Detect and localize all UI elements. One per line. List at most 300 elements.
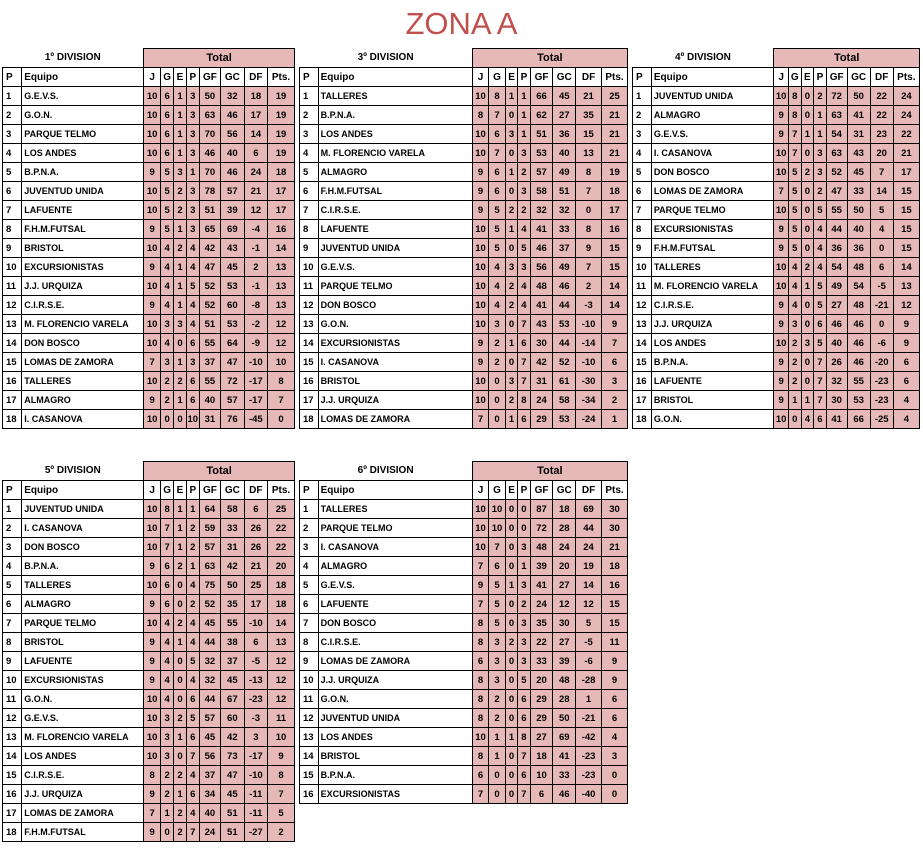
won-cell: 0 [489, 785, 506, 804]
goals-for-cell: 54 [826, 258, 847, 277]
played-cell: 10 [774, 410, 789, 429]
won-cell: 6 [489, 125, 506, 144]
goals-against-cell: 52 [553, 353, 576, 372]
goal-diff-cell: -21 [576, 709, 602, 728]
lost-cell: 10 [186, 410, 199, 429]
points-cell: 7 [601, 334, 627, 353]
played-cell: 9 [144, 633, 161, 652]
points-cell: 4 [893, 391, 919, 410]
goals-against-cell: 72 [221, 372, 245, 391]
played-cell: 8 [472, 106, 489, 125]
table-row [300, 766, 628, 785]
table-row [300, 410, 628, 429]
lost-cell: 5 [518, 239, 530, 258]
drawn-cell: 2 [801, 258, 814, 277]
played-cell: 8 [472, 690, 489, 709]
drawn-cell: 0 [801, 353, 814, 372]
goals-for-cell: 41 [530, 220, 553, 239]
won-cell: 4 [161, 277, 174, 296]
team-name: PARQUE TELMO [22, 125, 144, 144]
drawn-cell: 1 [174, 106, 187, 125]
table-row [3, 391, 295, 410]
goals-against-cell: 53 [221, 315, 245, 334]
position-cell: 16 [3, 785, 22, 804]
goals-against-cell: 41 [553, 747, 576, 766]
goal-diff-cell: -23 [870, 372, 893, 391]
played-cell: 9 [144, 652, 161, 671]
goals-for-cell: 57 [199, 709, 220, 728]
drawn-cell: 0 [801, 182, 814, 201]
goals-against-header: GC [553, 68, 576, 87]
table-row [300, 690, 628, 709]
goals-against-cell: 67 [221, 690, 245, 709]
played-cell: 10 [144, 201, 161, 220]
goals-for-cell: 46 [826, 315, 847, 334]
goals-against-cell: 44 [553, 296, 576, 315]
lost-cell: 5 [814, 277, 827, 296]
won-cell: 1 [161, 804, 174, 823]
goals-for-cell: 48 [530, 538, 553, 557]
lost-cell: 1 [518, 557, 530, 576]
drawn-cell: 0 [174, 671, 187, 690]
lost-cell: 5 [518, 671, 530, 690]
position-cell: 13 [3, 728, 22, 747]
table-row [633, 163, 920, 182]
won-cell: 3 [489, 633, 506, 652]
goals-against-cell: 20 [553, 557, 576, 576]
won-cell: 5 [789, 182, 802, 201]
goals-for-cell: 18 [530, 747, 553, 766]
won-header: G [161, 481, 174, 500]
goals-against-cell: 38 [221, 633, 245, 652]
drawn-cell: 2 [174, 804, 187, 823]
table-row [3, 576, 295, 595]
position-cell: 17 [3, 804, 22, 823]
team-name: EXCURSIONISTAS [651, 220, 774, 239]
table-row [633, 391, 920, 410]
table-row [3, 353, 295, 372]
drawn-cell: 2 [505, 633, 517, 652]
position-cell: 11 [633, 277, 652, 296]
table-row [300, 87, 628, 106]
position-cell: 4 [3, 144, 22, 163]
position-cell: 14 [3, 334, 22, 353]
won-cell: 0 [789, 410, 802, 429]
table-row [3, 557, 295, 576]
goals-for-header: GF [826, 68, 847, 87]
played-cell: 10 [774, 144, 789, 163]
goal-diff-cell: -45 [244, 410, 268, 429]
position-cell: 4 [300, 557, 319, 576]
won-cell: 2 [489, 709, 506, 728]
won-cell: 4 [789, 277, 802, 296]
played-cell: 9 [144, 557, 161, 576]
goals-against-header: GC [847, 68, 870, 87]
points-cell: 30 [601, 519, 627, 538]
table-row [633, 258, 920, 277]
team-name: TALLERES [22, 576, 144, 595]
drawn-cell: 2 [174, 823, 187, 842]
played-cell: 10 [472, 315, 489, 334]
won-cell: 8 [489, 87, 506, 106]
goals-against-cell: 41 [847, 106, 870, 125]
won-cell: 6 [489, 163, 506, 182]
goals-against-cell: 56 [221, 125, 245, 144]
team-name: J.J. URQUIZA [22, 277, 144, 296]
won-cell: 0 [489, 372, 506, 391]
points-cell: 22 [268, 519, 295, 538]
table-row [3, 163, 295, 182]
position-cell: 7 [300, 614, 319, 633]
won-cell: 8 [789, 87, 802, 106]
won-cell: 2 [789, 353, 802, 372]
table-row [3, 633, 295, 652]
goals-for-cell: 37 [199, 766, 220, 785]
points-cell: 12 [268, 315, 295, 334]
goal-diff-cell: 35 [576, 106, 602, 125]
team-name: LAFUENTE [318, 220, 472, 239]
goal-diff-cell: 12 [576, 595, 602, 614]
team-name: JUVENTUD UNIDA [22, 182, 144, 201]
drawn-header: E [174, 481, 187, 500]
lost-cell: 2 [186, 595, 199, 614]
goals-for-cell: 55 [826, 201, 847, 220]
goals-for-cell: 32 [826, 372, 847, 391]
position-cell: 8 [300, 633, 319, 652]
goal-diff-cell: -10 [244, 353, 268, 372]
goals-against-cell: 55 [221, 614, 245, 633]
table-row [300, 277, 628, 296]
goals-for-cell: 29 [530, 709, 553, 728]
points-cell: 21 [893, 144, 919, 163]
team-name: J.J. URQUIZA [22, 785, 144, 804]
goal-diff-cell: -34 [576, 391, 602, 410]
table-row [633, 220, 920, 239]
team-name: LAFUENTE [22, 201, 144, 220]
lost-cell: 1 [186, 557, 199, 576]
drawn-cell: 0 [505, 614, 517, 633]
goals-against-cell: 43 [221, 239, 245, 258]
division-table-4 [632, 48, 920, 429]
team-name: F.H.M.FUTSAL [22, 220, 144, 239]
points-cell: 13 [268, 258, 295, 277]
goals-against-cell: 44 [553, 334, 576, 353]
position-cell: 5 [300, 576, 319, 595]
goals-against-cell: 51 [553, 182, 576, 201]
points-header: Pts. [268, 481, 295, 500]
drawn-cell: 0 [505, 747, 517, 766]
goals-for-cell: 63 [826, 144, 847, 163]
points-cell: 19 [268, 144, 295, 163]
lost-cell: 0 [518, 519, 530, 538]
points-cell: 18 [268, 595, 295, 614]
points-cell: 14 [601, 277, 627, 296]
position-cell: 4 [300, 144, 319, 163]
drawn-cell: 2 [174, 372, 187, 391]
lost-cell: 6 [518, 766, 530, 785]
goal-diff-cell: 14 [870, 182, 893, 201]
goals-for-cell: 29 [530, 410, 553, 429]
won-cell: 0 [489, 766, 506, 785]
goals-against-header: GC [553, 481, 576, 500]
points-cell: 4 [893, 410, 919, 429]
goal-diff-cell: 2 [244, 258, 268, 277]
goal-diff-cell: -1 [244, 277, 268, 296]
points-cell: 15 [893, 239, 919, 258]
goal-diff-cell: 1 [576, 690, 602, 709]
team-name: JUVENTUD UNIDA [651, 87, 774, 106]
position-cell: 11 [3, 690, 22, 709]
points-cell: 15 [601, 614, 627, 633]
goals-for-cell: 29 [530, 690, 553, 709]
drawn-cell: 1 [505, 334, 517, 353]
goal-diff-cell: 24 [576, 538, 602, 557]
goals-for-cell: 62 [530, 106, 553, 125]
played-cell: 9 [774, 296, 789, 315]
total-header: Total [144, 49, 295, 68]
team-name: F.H.M.FUTSAL [22, 823, 144, 842]
team-name: G.E.V.S. [22, 709, 144, 728]
goals-against-cell: 32 [221, 87, 245, 106]
lost-cell: 4 [186, 315, 199, 334]
lost-header: P [518, 68, 530, 87]
drawn-cell: 0 [801, 220, 814, 239]
won-cell: 0 [161, 410, 174, 429]
goals-for-cell: 52 [199, 277, 220, 296]
won-cell: 7 [789, 125, 802, 144]
played-cell: 8 [472, 614, 489, 633]
table-row [300, 652, 628, 671]
position-cell: 14 [300, 747, 319, 766]
goal-diff-cell: 25 [244, 576, 268, 595]
played-cell: 10 [472, 220, 489, 239]
lost-cell: 1 [814, 125, 827, 144]
position-cell: 15 [3, 353, 22, 372]
table-row [300, 334, 628, 353]
goals-for-cell: 49 [826, 277, 847, 296]
team-header: Equipo [318, 481, 472, 500]
team-name: G.O.N. [318, 690, 472, 709]
position-cell: 4 [3, 557, 22, 576]
points-cell: 14 [893, 258, 919, 277]
position-cell: 15 [3, 766, 22, 785]
played-cell: 10 [144, 182, 161, 201]
table-row [3, 519, 295, 538]
points-cell: 13 [268, 633, 295, 652]
goals-against-cell: 51 [221, 804, 245, 823]
team-name: LAFUENTE [651, 372, 774, 391]
points-cell: 18 [268, 163, 295, 182]
table-row [300, 125, 628, 144]
table-row [300, 709, 628, 728]
played-cell: 10 [144, 690, 161, 709]
goals-against-cell: 43 [847, 144, 870, 163]
played-cell: 7 [144, 353, 161, 372]
lost-cell: 4 [518, 296, 530, 315]
position-cell: 6 [633, 182, 652, 201]
played-cell: 7 [472, 557, 489, 576]
position-cell: 3 [300, 538, 319, 557]
position-header: P [3, 481, 22, 500]
team-name: BRISTOL [22, 633, 144, 652]
goals-for-cell: 42 [199, 239, 220, 258]
goals-against-cell: 58 [553, 391, 576, 410]
played-cell: 10 [472, 391, 489, 410]
goal-diff-header: DF [870, 68, 893, 87]
points-cell: 17 [601, 201, 627, 220]
team-name: ALMAGRO [22, 391, 144, 410]
goals-for-cell: 63 [826, 106, 847, 125]
table-row [300, 671, 628, 690]
position-cell: 1 [300, 500, 319, 519]
table-row [300, 258, 628, 277]
goal-diff-cell: 6 [244, 500, 268, 519]
goal-diff-cell: 6 [244, 144, 268, 163]
position-cell: 5 [3, 163, 22, 182]
goals-against-cell: 57 [221, 391, 245, 410]
won-cell: 6 [161, 557, 174, 576]
table-row [3, 804, 295, 823]
position-cell: 17 [300, 391, 319, 410]
goals-against-cell: 61 [553, 372, 576, 391]
goal-diff-cell: 8 [576, 220, 602, 239]
team-name: LAFUENTE [318, 595, 472, 614]
goals-against-cell: 37 [221, 652, 245, 671]
position-cell: 5 [3, 576, 22, 595]
team-name: BRISTOL [318, 372, 472, 391]
played-cell: 10 [472, 500, 489, 519]
lost-cell: 1 [518, 87, 530, 106]
won-cell: 1 [789, 391, 802, 410]
played-cell: 10 [144, 277, 161, 296]
division-name: 3º DIVISION [357, 52, 414, 64]
goal-diff-cell: -6 [576, 652, 602, 671]
won-cell: 2 [489, 690, 506, 709]
position-cell: 12 [300, 296, 319, 315]
drawn-cell: 0 [505, 519, 517, 538]
goals-for-cell: 31 [530, 372, 553, 391]
table-row [3, 125, 295, 144]
won-cell: 4 [161, 296, 174, 315]
played-cell: 10 [774, 258, 789, 277]
drawn-cell: 1 [174, 87, 187, 106]
played-cell: 10 [144, 500, 161, 519]
won-cell: 0 [161, 823, 174, 842]
played-cell: 10 [472, 87, 489, 106]
goal-diff-cell: 17 [244, 106, 268, 125]
team-name: DON BOSCO [651, 163, 774, 182]
won-cell: 3 [789, 315, 802, 334]
points-cell: 24 [893, 87, 919, 106]
won-header: G [789, 68, 802, 87]
goals-for-header: GF [199, 68, 220, 87]
goals-against-cell: 76 [221, 410, 245, 429]
lost-cell: 6 [186, 690, 199, 709]
lost-cell: 8 [518, 728, 530, 747]
division-table-6 [299, 461, 628, 804]
goals-against-cell: 53 [847, 391, 870, 410]
position-cell: 6 [300, 182, 319, 201]
played-cell: 9 [774, 125, 789, 144]
drawn-cell: 1 [174, 538, 187, 557]
played-cell: 6 [472, 652, 489, 671]
goals-for-cell: 51 [530, 125, 553, 144]
goal-diff-cell: 21 [576, 87, 602, 106]
won-cell: 1 [489, 747, 506, 766]
goals-against-cell: 53 [553, 315, 576, 334]
played-header: J [144, 68, 161, 87]
lost-cell: 7 [518, 315, 530, 334]
goals-for-cell: 53 [530, 144, 553, 163]
won-cell: 5 [161, 220, 174, 239]
goals-for-cell: 24 [199, 823, 220, 842]
goals-for-cell: 27 [530, 728, 553, 747]
drawn-cell: 1 [174, 391, 187, 410]
played-header: J [472, 481, 489, 500]
lost-cell: 7 [814, 372, 827, 391]
played-cell: 9 [144, 823, 161, 842]
team-name: M. FLORENCIO VARELA [651, 277, 774, 296]
drawn-cell: 1 [174, 728, 187, 747]
won-cell: 2 [489, 334, 506, 353]
points-cell: 9 [601, 671, 627, 690]
goals-for-cell: 75 [199, 576, 220, 595]
lost-cell: 6 [186, 372, 199, 391]
team-header: Equipo [22, 68, 144, 87]
lost-cell: 5 [814, 334, 827, 353]
goal-diff-cell: -14 [576, 334, 602, 353]
won-cell: 3 [161, 747, 174, 766]
team-name: I. CASANOVA [318, 538, 472, 557]
won-cell: 10 [489, 500, 506, 519]
goal-diff-cell: -4 [244, 220, 268, 239]
position-header: P [633, 68, 652, 87]
won-cell: 2 [161, 785, 174, 804]
played-cell: 9 [774, 315, 789, 334]
goals-for-cell: 40 [199, 391, 220, 410]
goals-for-cell: 41 [826, 410, 847, 429]
drawn-cell: 2 [174, 201, 187, 220]
won-cell: 6 [161, 144, 174, 163]
goals-for-cell: 52 [199, 296, 220, 315]
goal-diff-cell: 0 [870, 315, 893, 334]
played-cell: 10 [472, 296, 489, 315]
position-cell: 11 [3, 277, 22, 296]
goal-diff-cell: -10 [244, 614, 268, 633]
position-cell: 9 [633, 239, 652, 258]
goals-for-cell: 72 [530, 519, 553, 538]
points-cell: 22 [268, 538, 295, 557]
table-row [300, 633, 628, 652]
goals-for-cell: 58 [530, 182, 553, 201]
goals-for-cell: 34 [199, 785, 220, 804]
played-cell: 10 [472, 144, 489, 163]
drawn-cell: 0 [174, 690, 187, 709]
lost-cell: 2 [518, 595, 530, 614]
won-cell: 4 [489, 277, 506, 296]
lost-cell: 1 [518, 106, 530, 125]
won-cell: 2 [789, 334, 802, 353]
played-cell: 10 [774, 87, 789, 106]
goals-for-cell: 33 [530, 652, 553, 671]
team-name: G.O.N. [651, 410, 774, 429]
lost-cell: 4 [186, 766, 199, 785]
drawn-cell: 0 [505, 557, 517, 576]
position-header: P [300, 481, 319, 500]
lost-cell: 4 [518, 277, 530, 296]
won-cell: 4 [489, 258, 506, 277]
goal-diff-cell: 69 [576, 500, 602, 519]
